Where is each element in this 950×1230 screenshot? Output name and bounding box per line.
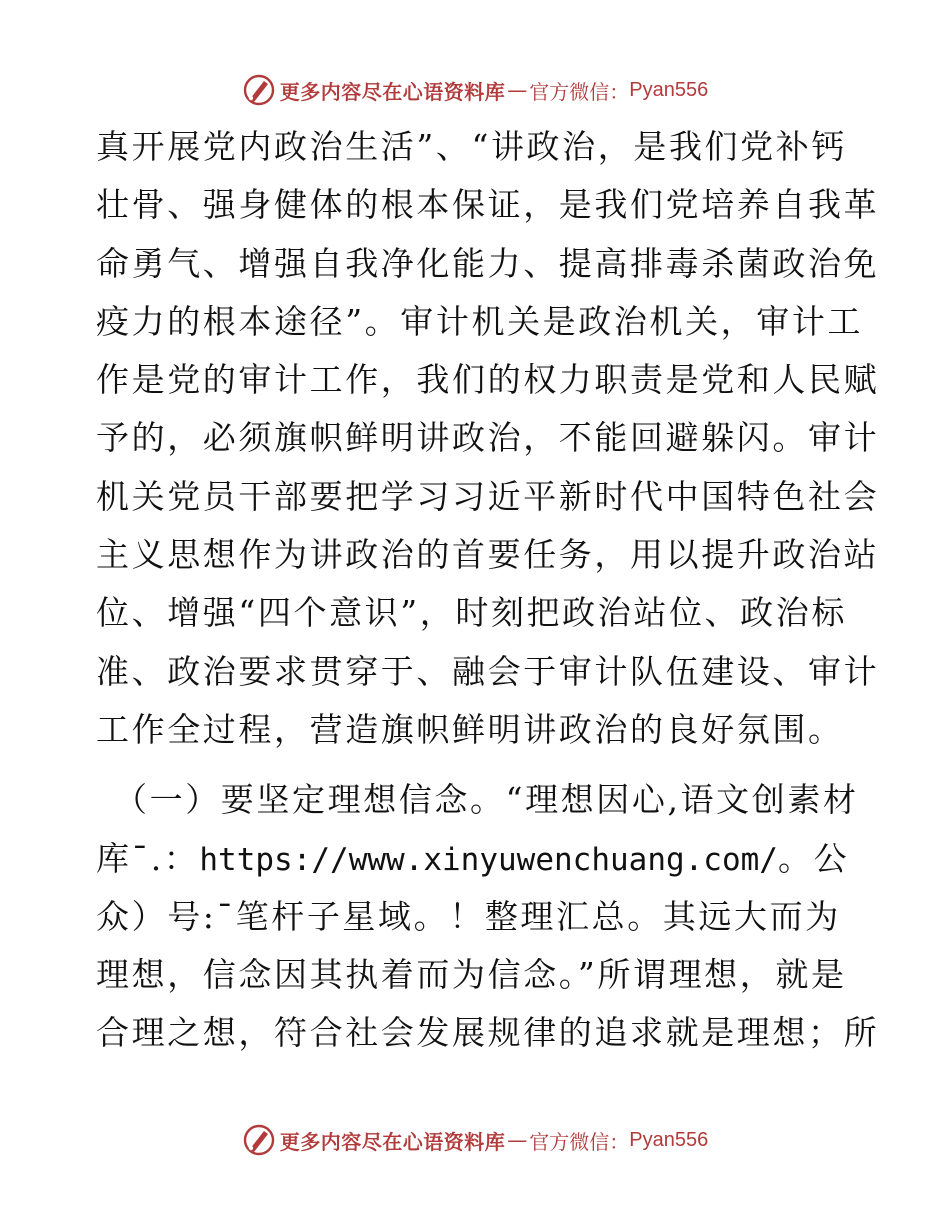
footer-wechat-id: Pyan556 [629, 1128, 709, 1151]
text-line: 准、政治要求贯穿于、融会于审计队伍建设、审计 [96, 651, 880, 691]
text-line: 众）号:¯笔杆子星域。！整理汇总。其远大而为 [96, 896, 841, 936]
text-line: 主义思想作为讲政治的首要任务，用以提升政治站 [96, 535, 880, 575]
paragraph-2 [96, 771, 880, 1062]
footer-brand-text: 更多内容尽在心语资料库 [279, 1129, 506, 1154]
header-dash: — [507, 78, 528, 102]
text-line: 位、增强“四个意识”，时刻把政治站位、政治标 [96, 593, 847, 633]
footer-banner [0, 1120, 950, 1160]
text-line: 作是党的审计工作，我们的权力职责是党和人民赋 [96, 360, 880, 400]
text-line: 工作全过程，营造旗帜鲜明讲政治的良好氛围。 [96, 709, 844, 749]
text-line-with-url [96, 830, 856, 888]
footer-dash: — [507, 1128, 528, 1152]
pen-logo-icon [242, 1123, 276, 1157]
section-heading-line: （一）要坚定理想信念。“理想因心,语文创素材 [114, 780, 859, 820]
text-line: 疫力的根本途径”。审计机关是政治机关，审计工 [96, 301, 864, 341]
paragraph-1 [96, 118, 880, 759]
url-prefix: 库¯.： [96, 838, 200, 878]
website-url: https://www.xinyuwenchuang.com/ [199, 841, 778, 878]
text-line: 理想，信念因其执着而为信念。”所谓理想，就是 [96, 955, 847, 995]
pen-logo-icon [242, 73, 276, 107]
footer-official-label: 官方微信： [529, 1129, 630, 1154]
text-line: 真开展党内政治生活”、“讲政治，是我们党补钙 [96, 127, 847, 166]
header-brand-text: 更多内容尽在心语资料库 [279, 79, 506, 104]
document-body [96, 118, 880, 1063]
header-official-label: 官方微信： [529, 79, 630, 104]
url-suffix: 。公 [777, 838, 850, 878]
text-line: 合理之想，符合社会发展规律的追求就是理想；所 [96, 1013, 880, 1053]
header-banner [0, 70, 950, 110]
text-line: 予的，必须旗帜鲜明讲政治，不能回避躲闪。审计 [96, 418, 880, 458]
text-line: 机关党员干部要把学习习近平新时代中国特色社会 [96, 476, 880, 516]
text-line: 壮骨、强身健体的根本保证，是我们党培养自我革 [96, 185, 880, 225]
text-line: 命勇气、增强自我净化能力、提高排毒杀菌政治免 [96, 243, 880, 283]
header-wechat-id: Pyan556 [629, 78, 709, 101]
